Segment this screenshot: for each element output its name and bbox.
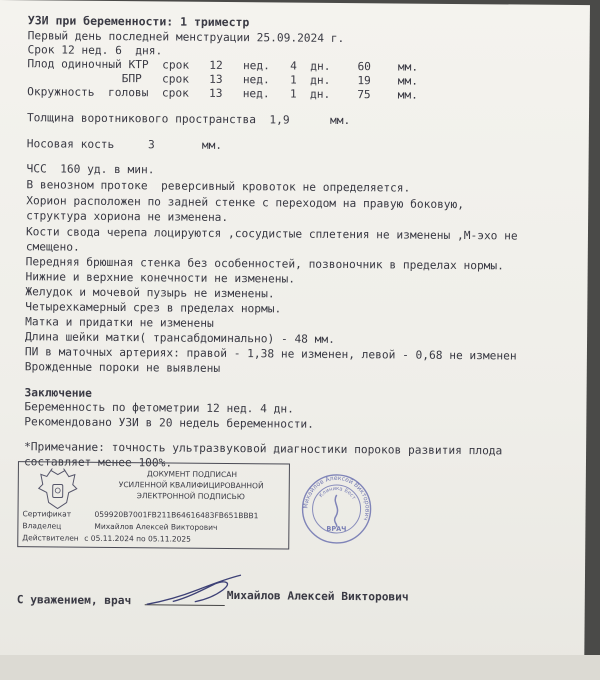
text-line: смещено. (25, 240, 80, 254)
stamp-header-line: ЭЛЕКТРОННОЙ ПОДПИСЬЮ (136, 491, 245, 502)
seal-outer-text: Михайлов Алексей Викторович (302, 474, 371, 522)
text-line: Кости свода черепа лоцируются ,сосудистые сплетения не изменены ,М-эхо не (25, 225, 518, 243)
text-line: Желудок и мочевой пузырь не изменены. (25, 285, 275, 301)
text-line: Срок 12 нед. 6 дня. (27, 43, 163, 58)
certificate-label: Сертификат (22, 509, 72, 519)
doctor-seal (300, 473, 373, 546)
valid-value: с 05.11.2024 по 05.11.2025 (84, 533, 191, 544)
seal-emblem-icon (335, 495, 338, 527)
text-line: структура хориона не изменена. (26, 209, 229, 224)
text-line: Первый день последней менструации 25.09.2024 г. (27, 29, 345, 46)
e-signature-stamp (17, 461, 290, 549)
text-line: Носовая кость 3 мм. (26, 137, 223, 152)
greeting: С уважением, врач (16, 593, 132, 608)
text-line: Врожденные пороки не выявлены (24, 360, 221, 375)
text-line: В венозном протоке реверсивный кровоток не определяется. (26, 178, 411, 195)
owner-label: Владелец (22, 521, 62, 531)
conclusion-heading: Заключение (24, 386, 92, 400)
document-title: УЗИ при беременности: 1 триместр (27, 13, 250, 30)
note-line: *Примечание: точность ультразвуковой диагностики пороков развития плода (24, 440, 503, 458)
text-line: Матка и придатки не изменены (25, 315, 214, 330)
conclusion-line: Рекомендовано УЗИ в 20 недель беременности. (24, 415, 314, 431)
certificate-value: 059920B7001FB211B64616483FB651BBB1 (94, 509, 259, 521)
text-line: Четырехкамерный срез в пределах нормы. (25, 300, 282, 316)
owner-value: Михайлов Алексей Викторович (94, 521, 218, 532)
text-line: Хорион расположен по задней стенке с переходом на правую боковую, (26, 194, 465, 212)
text-line: Нижние и верхние конечности не изменены. (25, 270, 296, 286)
conclusion-line: Беременность по фетометрии 12 нед. 4 дн. (24, 400, 294, 416)
text-line: ПИ в маточных артериях: правой - 1,38 не изменен, левой - 0,68 не изменен (24, 345, 517, 363)
coat-of-arms-icon (37, 468, 79, 512)
note-line: составляет менее 100%. (23, 455, 173, 470)
seal-center-text: ВРАЧ (326, 524, 347, 534)
text-line: Окружность головы срок 13 нед. 1 дн. 75 мм. (27, 85, 418, 102)
text-line: Толщина воротникового пространства 1,9 мм. (26, 111, 351, 128)
text-line: Передняя брюшная стенка без особенностей, позвоночник в пределах нормы. (25, 255, 504, 273)
underlying-page-edge (0, 655, 600, 680)
text-line: Длина шейки матки( трансабдоминально) - 48 мм. (25, 330, 335, 346)
doctor-name: Михайлов Алексей Викторович (226, 589, 409, 604)
text-line: БПР срок 13 нед. 1 дн. 19 мм. (27, 71, 419, 88)
valid-label: Действителен (22, 533, 79, 543)
text-line: Плод одиночный КТР срок 12 нед. 4 дн. 60 мм. (27, 57, 419, 74)
text-line: ЧСС 160 уд. в мин. (26, 162, 155, 177)
stamp-header-line: ДОКУМЕНТ ПОДПИСАН (146, 469, 238, 480)
stamp-header-line: УСИЛЕННОЙ КВАЛИФИЦИРОВАННОЙ (118, 480, 264, 491)
seal-inner-text: Клиника Бест (318, 485, 357, 501)
